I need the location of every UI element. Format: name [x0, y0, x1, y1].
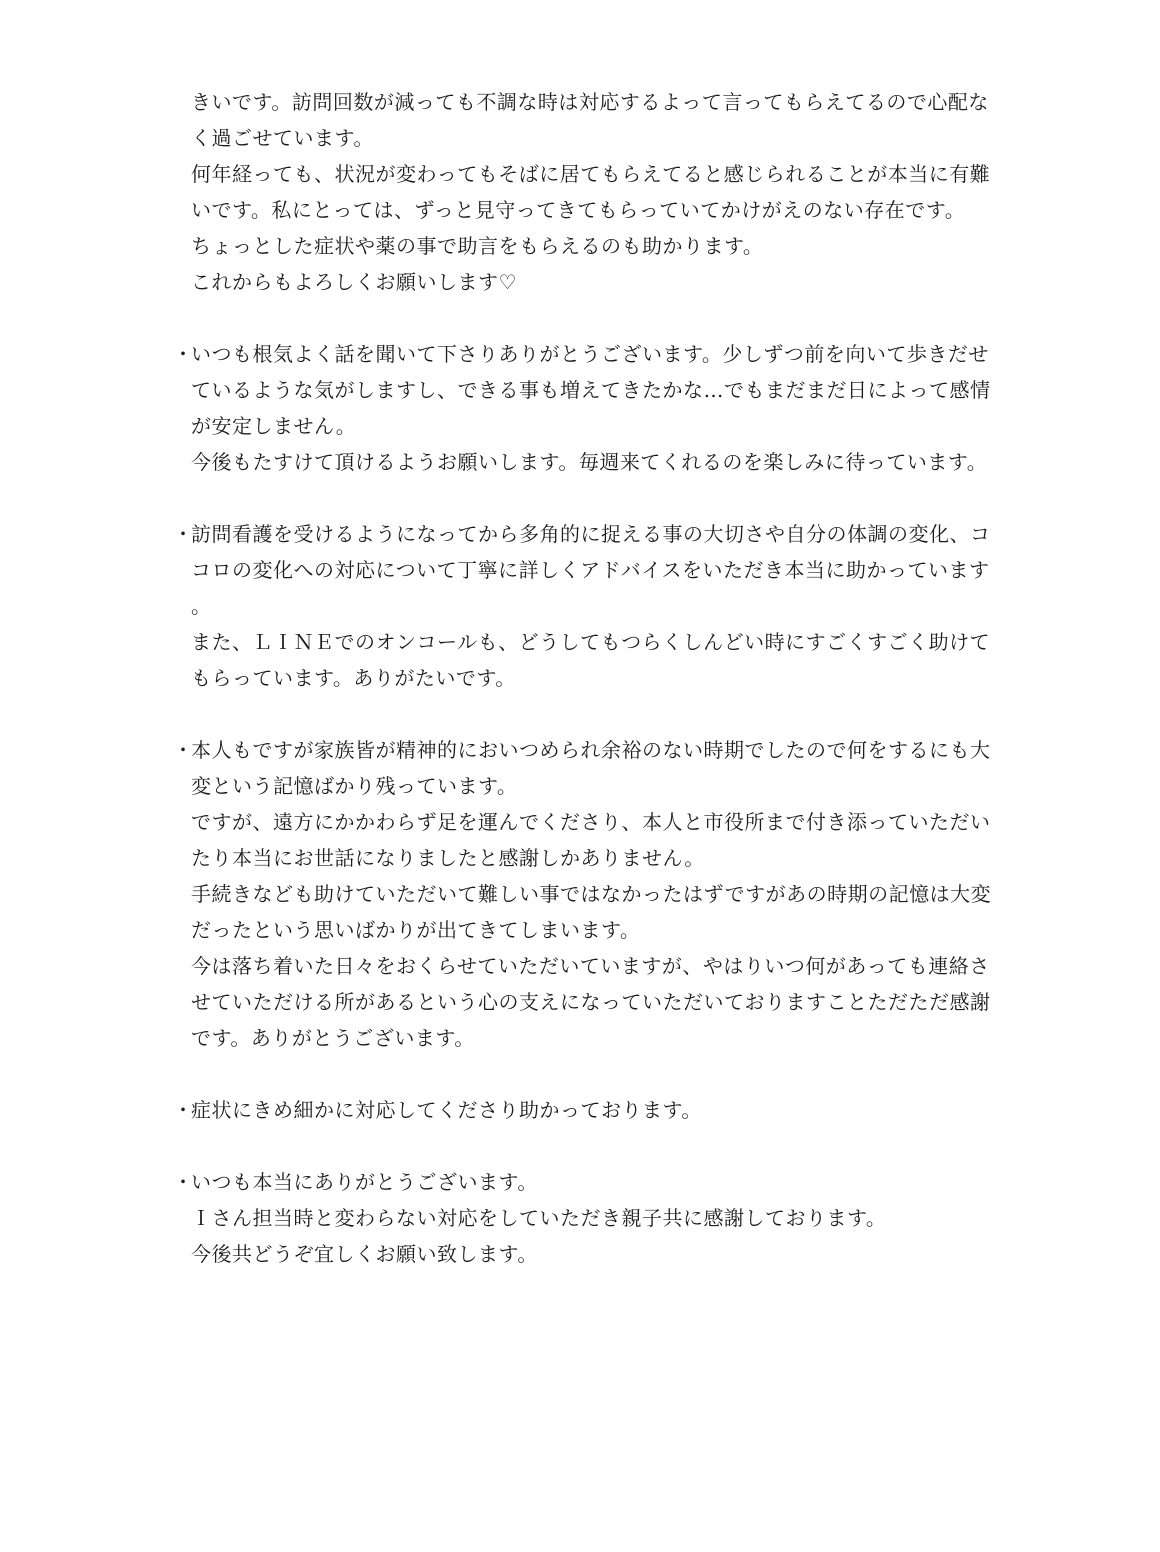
comment-paragraph: いつも本当にありがとうございます。	[191, 1170, 538, 1194]
comment-entry	[173, 516, 1003, 696]
comment-paragraphs	[191, 1092, 1003, 1128]
comment-paragraphs	[191, 84, 1003, 300]
comment-paragraphs	[191, 516, 1003, 696]
comment-paragraph: きいです。訪問回数が減っても不調な時は対応するよって言ってもらえてるので心配なく過ごせています。	[191, 90, 989, 150]
bullet-mark: ・	[173, 1098, 194, 1122]
comment-paragraph: 今後共どうぞ宜しくお願い致します。	[191, 1242, 538, 1266]
comment-paragraph: Ｉさん担当時と変わらない対応をしていただき親子共に感謝しております。	[191, 1206, 887, 1230]
comment-paragraphs	[191, 336, 1003, 480]
comment-paragraph: また、ＬＩＮＥでのオンコールも、どうしてもつらくしんどい時にすごくすごく助けてもらっています。ありがたいです。	[191, 630, 991, 690]
comment-paragraphs	[191, 732, 1003, 1056]
comment-entry	[173, 732, 1003, 1056]
comment-paragraph: 今後もたすけて頂けるようお願いします。毎週来てくれるのを楽しみに待っています。	[191, 450, 988, 474]
comment-entry	[173, 1164, 1003, 1272]
comment-paragraph: ですが、遠方にかかわらず足を運んでくださり、本人と市役所まで付き添っていただいたり本当にお世話になりましたと感謝しかありません。	[191, 810, 991, 870]
comment-paragraph: 症状にきめ細かに対応してくださり助かっております。	[191, 1098, 702, 1122]
comment-entry	[173, 1092, 1003, 1128]
comment-entry	[173, 336, 1003, 480]
comment-paragraph: いつも根気よく話を聞いて下さりありがとうございます。少しずつ前を向いて歩きだせているような気がしますし、できる事も増えてきたかな…でもまだまだ日によって感情が安定しません。	[191, 342, 991, 438]
comment-paragraph: 今は落ち着いた日々をおくらせていただいていますが、やはりいつ何があっても連絡させていただける所があるという心の支えになっていただいておりますことただただ感謝です。ありがとうございます。	[191, 954, 991, 1050]
bullet-mark: ・	[173, 342, 194, 366]
comment-paragraph: 訪問看護を受けるようになってから多角的に捉える事の大切さや自分の体調の変化、ココロの変化への対応について丁寧に詳しくアドバイスをいただき本当に助かっています。	[191, 522, 991, 618]
document-body	[173, 84, 1003, 1308]
comment-paragraph: 何年経っても、状況が変わってもそばに居てもらえてると感じられることが本当に有難いです。私にとっては、ずっと見守ってきてもらっていてかけがえのない存在です。	[191, 162, 991, 222]
comment-entry	[173, 84, 1003, 300]
comment-paragraphs	[191, 1164, 1003, 1272]
comment-paragraph: これからもよろしくお願いします♡	[191, 270, 517, 294]
bullet-mark: ・	[173, 1170, 194, 1194]
comment-paragraph: 本人もですが家族皆が精神的においつめられ余裕のない時期でしたので何をするにも大変という記憶ばかり残っています。	[191, 738, 991, 798]
bullet-mark: ・	[173, 522, 194, 546]
comment-paragraph: ちょっとした症状や薬の事で助言をもらえるのも助かります。	[191, 234, 764, 258]
bullet-mark: ・	[173, 738, 194, 762]
comment-paragraph: 手続きなども助けていただいて難しい事ではなかったはずですがあの時期の記憶は大変だったという思いばかりが出てきてしまいます。	[191, 882, 992, 942]
